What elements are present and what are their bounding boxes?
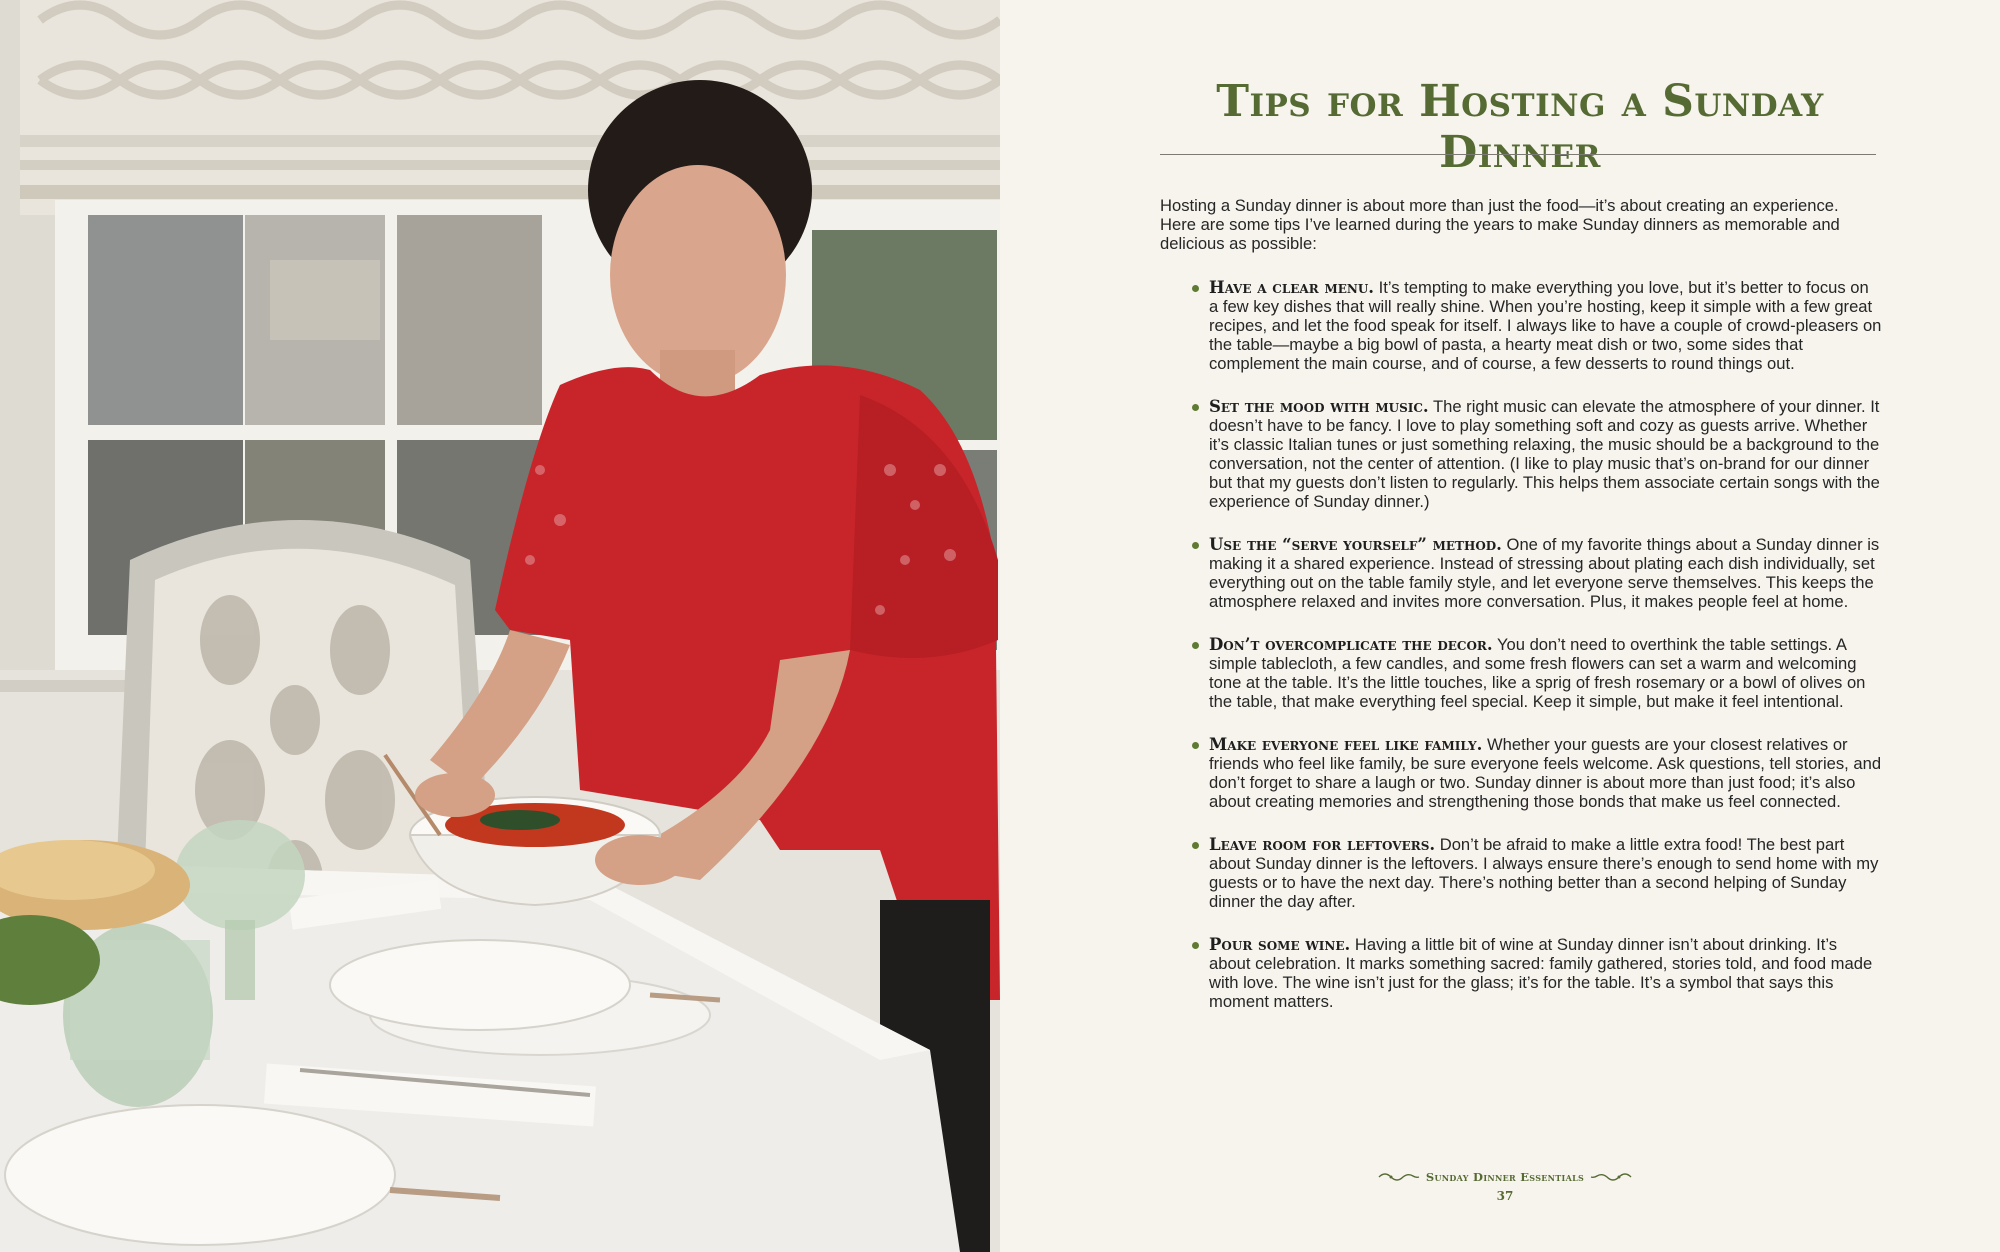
intro-paragraph: Hosting a Sunday dinner is about more than just the food—it’s about creating an experience. Here are some tips I’ve learned during the years to make Sunday dinners as memorable and delicious as possible: <box>1160 196 1840 253</box>
page-footer <box>1290 1166 1720 1203</box>
tip-body: The right music can elevate the atmosphere of your dinner. It doesn’t have to be fancy. I love to play something soft and cozy as guests arrive. Whether it’s classic Italian tunes or just something relaxing, the music should be a background to the conversation, not the center of attention. (I like to play music that’s on-brand for our dinner but that my guests don’t listen to regularly. This helps them associate certain songs with the experience of Sunday dinner.) <box>1209 397 1880 511</box>
tip-title: Leave room for leftovers. <box>1209 835 1436 854</box>
bullet-icon <box>1192 842 1199 849</box>
tips-list <box>1192 278 1882 1035</box>
list-item <box>1192 535 1882 611</box>
running-head: Sunday Dinner Essentials <box>1425 1170 1585 1184</box>
tip-title: Make everyone feel like family. <box>1209 735 1483 754</box>
left-flourish-icon <box>1377 1170 1421 1184</box>
bullet-icon <box>1192 942 1199 949</box>
list-item <box>1192 835 1882 911</box>
list-item <box>1192 735 1882 811</box>
tip-body: One of my favorite things about a Sunday dinner is making it a shared experience. Instead of stressing about plating each dish individually, set everything out on the table family style, and let everyone serve themselves. This keeps the atmosphere relaxed and invites more conversation. Plus, it makes people feel at home. <box>1209 535 1880 611</box>
list-item <box>1192 397 1882 511</box>
tip-body: Whether your guests are your closest relatives or friends who feel like family, be sure everyone feels welcome. Ask questions, tell stories, and don’t forget to share a laugh or two. Sunday dinner is about more than just food; it’s also about creating memories and strengthening those bonds that make us feel connected. <box>1209 735 1882 811</box>
tip-title: Pour some wine. <box>1209 935 1351 954</box>
bullet-icon <box>1192 404 1199 411</box>
tip-body: Having a little bit of wine at Sunday dinner isn’t about drinking. It’s about celebration. It marks something sacred: family gathered, stories told, and food made with love. The wine isn’t just for the glass; it’s for the table. It’s a symbol that says this moment matters. <box>1209 935 1873 1011</box>
list-item <box>1192 935 1882 1011</box>
tip-body: It’s tempting to make everything you love, but it’s better to focus on a few key dishes that will really shine. When you’re hosting, keep it simple with a few great recipes, and let the food speak for itself. I always like to have a couple of crowd-pleasers on the table—maybe a big bowl of pasta, a hearty meat dish or two, some sides that complement the main course, and of course, a few desserts to round things out. <box>1209 278 1882 373</box>
text-page <box>1000 0 2000 1252</box>
tip-title: Set the mood with music. <box>1209 397 1429 416</box>
right-flourish-icon <box>1589 1170 1633 1184</box>
list-item <box>1192 278 1882 373</box>
tip-body: Don’t be afraid to make a little extra food! The best part about Sunday dinner is the leftovers. I always ensure there’s enough to send home with my guests or to have the next day. There’s nothing better than a second helping of Sunday dinner the day after. <box>1209 835 1879 911</box>
bullet-icon <box>1192 542 1199 549</box>
title-divider <box>1160 154 1876 155</box>
bullet-icon <box>1192 642 1199 649</box>
tip-title: Don’t overcomplicate the decor. <box>1209 635 1493 654</box>
tip-title: Use the “serve yourself” method. <box>1209 535 1502 554</box>
tip-body: You don’t need to overthink the table settings. A simple tablecloth, a few candles, and some fresh flowers can set a warm and welcoming tone at the table. It’s the little touches, like a sprig of fresh rosemary or a bowl of olives on the table, that make everything feel special. Keep it simple, but make it feel intentional. <box>1209 635 1866 711</box>
page-title: Tips for Hosting a Sunday Dinner <box>1216 76 1824 178</box>
roman-shade <box>20 0 1000 215</box>
tip-title: Have a clear menu. <box>1209 278 1375 297</box>
list-item <box>1192 635 1882 711</box>
bullet-icon <box>1192 285 1199 292</box>
bullet-icon <box>1192 742 1199 749</box>
page-number: 37 <box>1496 1189 1514 1203</box>
